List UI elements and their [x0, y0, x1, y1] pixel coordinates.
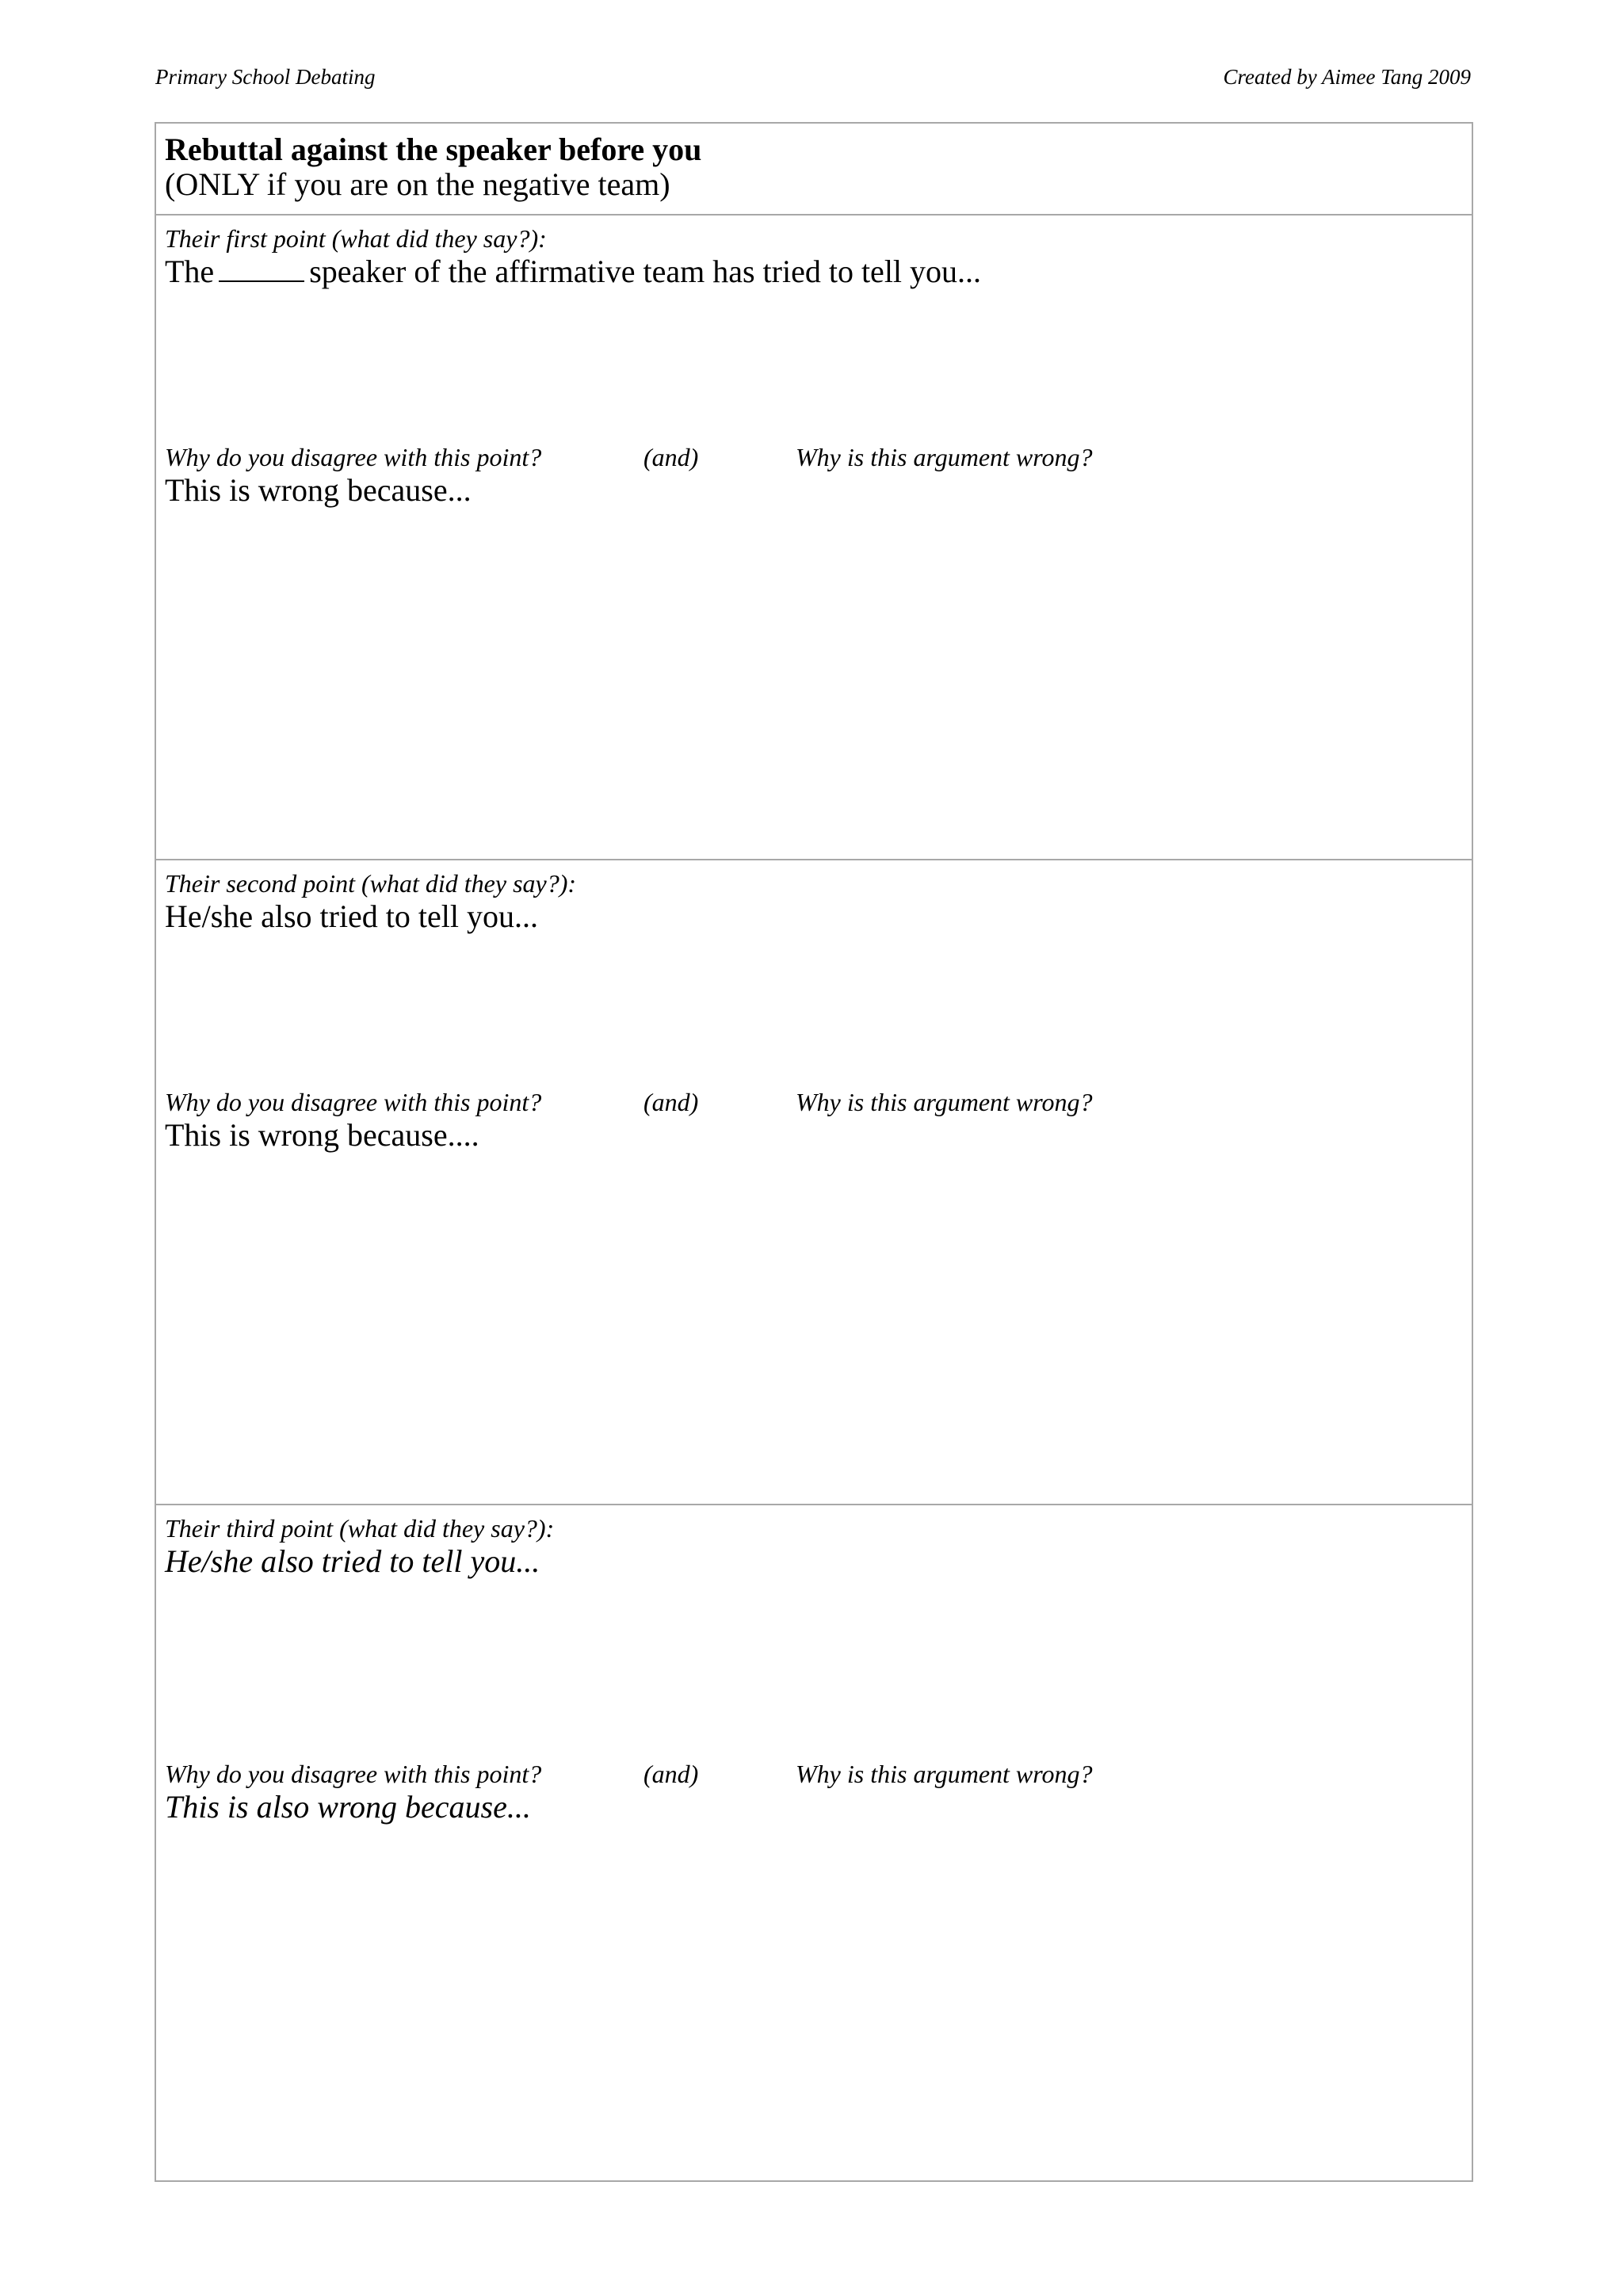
worksheet-subtitle: (ONLY if you are on the negative team) [165, 166, 670, 202]
first-point-why-row [165, 442, 1465, 474]
header-right-text: Created by Aimee Tang 2009 [1223, 65, 1471, 89]
why-disagree-label: Why do you disagree with this point? [165, 1760, 542, 1788]
rebuttal-worksheet-table [155, 122, 1473, 2182]
and-label: (and) [643, 1760, 699, 1788]
second-point-label: Their second point (what did they say?): [165, 869, 577, 898]
first-point-label: Their first point (what did they say?): [165, 224, 547, 253]
second-point-cell [156, 860, 1472, 1505]
second-point-why-row [165, 1087, 1465, 1119]
first-point-prompt [165, 254, 981, 290]
first-point-rebuttal-prompt: This is wrong because... [165, 472, 472, 508]
second-point-prompt: He/she also tried to tell you... [165, 898, 539, 934]
why-disagree-label: Why do you disagree with this point? [165, 1088, 542, 1116]
header-left-text: Primary School Debating [155, 65, 376, 89]
first-point-prompt-end: speaker of the affirmative team has tried to tell you... [309, 254, 982, 289]
title-cell [156, 124, 1472, 215]
why-wrong-label: Why is this argument wrong? [796, 443, 1093, 471]
and-label: (and) [643, 1088, 699, 1116]
third-point-prompt: He/she also tried to tell you... [165, 1543, 540, 1579]
and-label: (and) [643, 443, 699, 471]
second-point-rebuttal-prompt: This is wrong because.... [165, 1117, 479, 1153]
first-point-cell [156, 215, 1472, 860]
first-point-prompt-start: The [165, 254, 215, 289]
page-header [155, 65, 1471, 97]
third-point-cell [156, 1505, 1472, 2180]
worksheet-title: Rebuttal against the speaker before you [165, 132, 702, 167]
speaker-number-blank [219, 257, 304, 282]
why-disagree-label: Why do you disagree with this point? [165, 443, 542, 471]
why-wrong-label: Why is this argument wrong? [796, 1760, 1093, 1788]
third-point-rebuttal-prompt: This is also wrong because... [165, 1789, 531, 1825]
why-wrong-label: Why is this argument wrong? [796, 1088, 1093, 1116]
third-point-label: Their third point (what did they say?): [165, 1514, 555, 1543]
third-point-why-row [165, 1759, 1465, 1791]
